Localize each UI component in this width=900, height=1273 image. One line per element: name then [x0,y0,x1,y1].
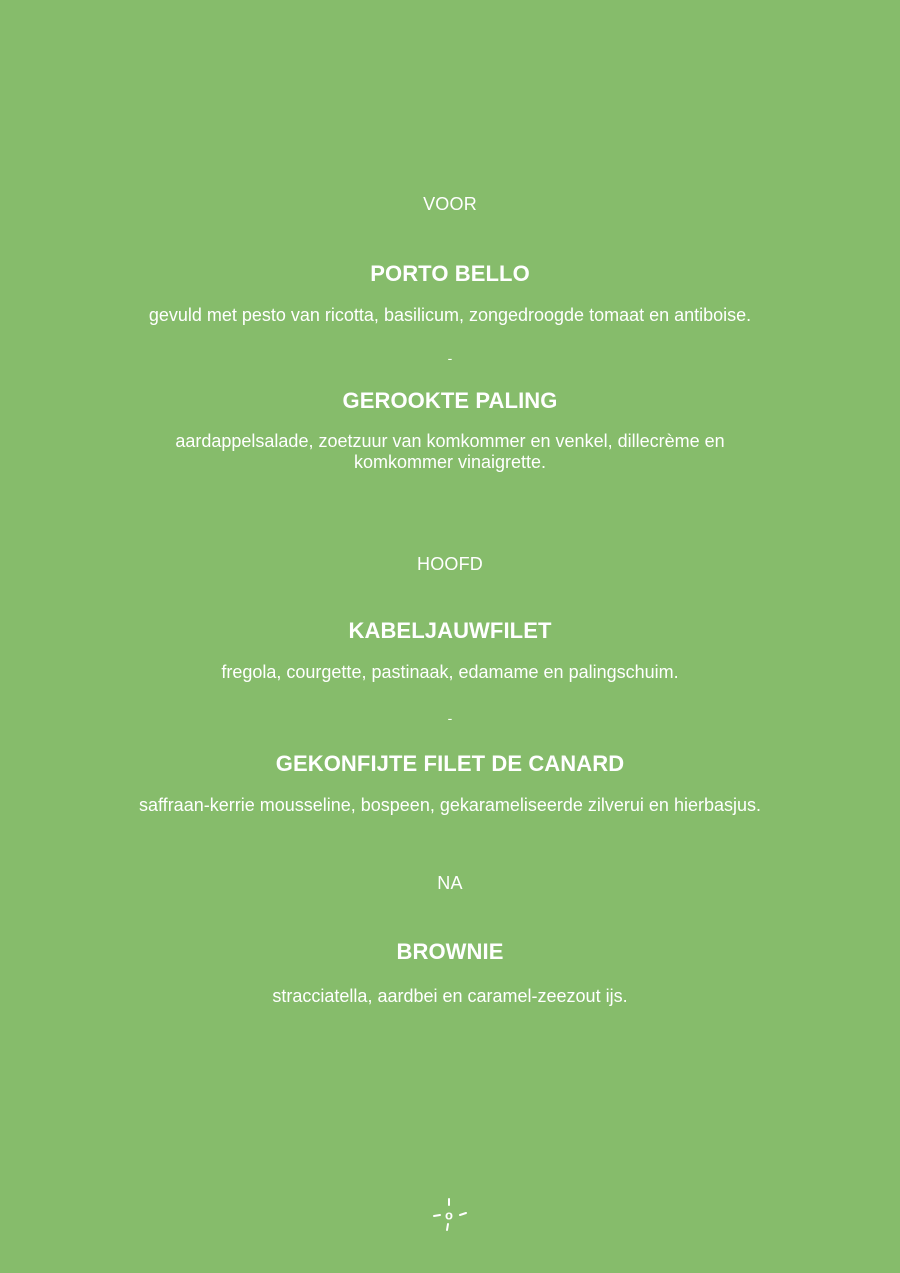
dish-separator: - [447,350,453,366]
dish-name: GEKONFIJTE FILET DE CANARD [275,751,625,776]
dish-description: stracciatella, aardbei en caramel-zeezout ijs. [272,986,628,1006]
dish-separator: - [447,710,453,726]
dish-name: PORTO BELLO [370,261,530,286]
dish-description: gevuld met pesto van ricotta, basilicum, zongedroogde tomaat en antiboise. [148,305,752,325]
section-title-hoofd: HOOFD [417,554,483,574]
dish-name: BROWNIE [396,939,504,964]
dish-name: KABELJAUWFILET [348,618,552,643]
dish-name: GEROOKTE PALING [342,388,558,413]
dish-description: aardappelsalade, zoetzuur van komkommer en venkel, dillecrème en komkommer vinaigrette. [175,431,725,472]
logo-letter: o [445,1207,453,1223]
section-title-na: NA [437,873,463,893]
sun-o-logo-icon [431,1196,469,1234]
dish-description: fregola, courgette, pastinaak, edamame en palingschuim. [221,662,679,682]
dish-description: saffraan-kerrie mousseline, bospeen, gekarameliseerde zilverui en hierbasjus. [139,795,761,815]
section-title-voor: VOOR [423,194,477,214]
